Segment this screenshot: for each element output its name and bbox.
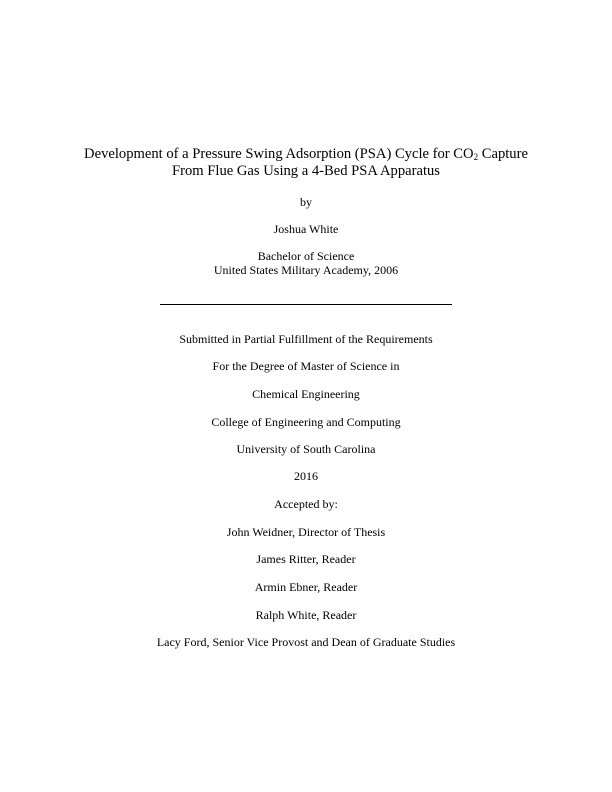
prior-institution: United States Military Academy, 2006 xyxy=(213,263,399,277)
committee-member: Ralph White, Reader xyxy=(255,608,357,622)
thesis-title-tail: Capture xyxy=(478,146,528,162)
prior-degree: Bachelor of Science xyxy=(257,249,355,263)
submission-statement: Submitted in Partial Fulfillment of the Requirements xyxy=(179,332,433,346)
field-of-study: Chemical Engineering xyxy=(252,387,360,401)
accepted-by-label: Accepted by: xyxy=(274,497,338,511)
committee-member: James Ritter, Reader xyxy=(256,552,356,566)
signature-divider xyxy=(160,304,452,305)
thesis-title-line-2: From Flue Gas Using a 4-Bed PSA Apparatus xyxy=(172,163,440,179)
thesis-title-line-1 xyxy=(0,147,612,162)
thesis-title-main: Development of a Pressure Swing Adsorption (PSA) Cycle for CO xyxy=(84,146,474,162)
submission-year: 2016 xyxy=(294,469,318,483)
by-label: by xyxy=(300,195,312,209)
author-name: Joshua White xyxy=(273,222,339,236)
thesis-title-subscript: 2 xyxy=(473,152,479,162)
college-name: College of Engineering and Computing xyxy=(211,415,401,429)
committee-member: John Weidner, Director of Thesis xyxy=(226,525,386,539)
university-name: University of South Carolina xyxy=(236,442,376,456)
committee-member: Armin Ebner, Reader xyxy=(254,580,358,594)
committee-member: Lacy Ford, Senior Vice Provost and Dean of Graduate Studies xyxy=(156,635,456,649)
degree-line: For the Degree of Master of Science in xyxy=(212,359,400,373)
